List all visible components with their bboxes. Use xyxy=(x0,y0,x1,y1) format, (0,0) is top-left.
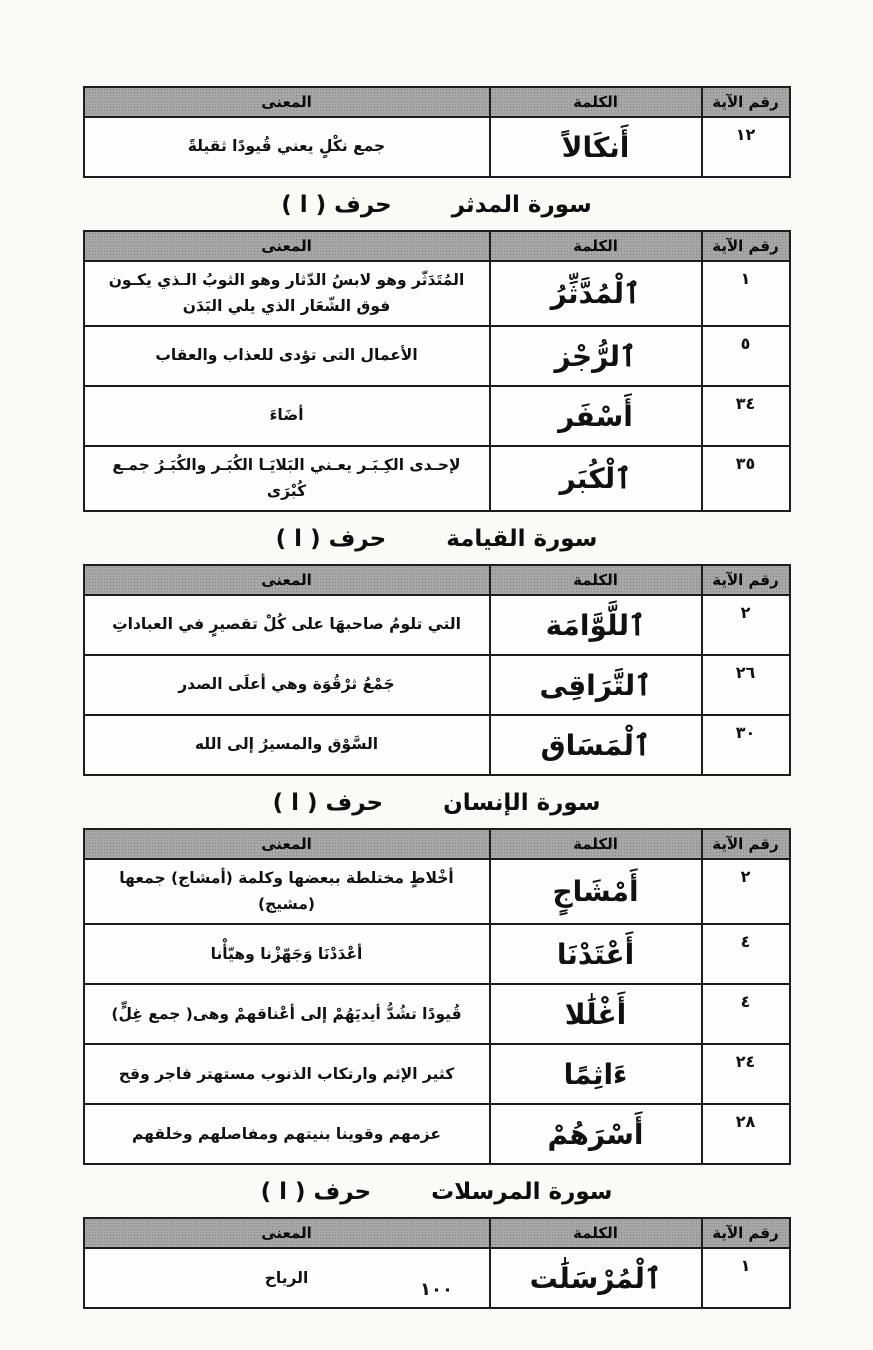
table-header-row xyxy=(84,565,790,595)
quran-word: ٱلتَّرَاقِى xyxy=(490,655,702,715)
glossary-sections xyxy=(83,0,791,1309)
word-meaning: الأعمال التى تؤدى للعذاب والعقاب xyxy=(84,326,490,386)
meaning-column-header: المعنى xyxy=(84,231,490,261)
word-meaning: أعْدَدْنَا وَجَهّزْنا وهيّأْنا xyxy=(84,924,490,984)
quran-word: ءَاثِمًا xyxy=(490,1044,702,1104)
glossary-table xyxy=(83,828,791,1165)
quran-word: ٱلرُّجْز xyxy=(490,326,702,386)
verse-number: ١٢ xyxy=(702,117,790,177)
glossary-row xyxy=(84,924,790,984)
verse-number: ٥ xyxy=(702,326,790,386)
glossary-row xyxy=(84,715,790,775)
verse-number: ٣٥ xyxy=(702,446,790,511)
verse-number: ٢٨ xyxy=(702,1104,790,1164)
table-header-row xyxy=(84,829,790,859)
glossary-row xyxy=(84,117,790,177)
glossary-row xyxy=(84,1104,790,1164)
verse-number: ١ xyxy=(702,261,790,326)
glossary-row xyxy=(84,595,790,655)
word-column-header: الكلمة xyxy=(490,231,702,261)
word-meaning: جَمْعُ ثرْقُوَة وهي أعلَى الصدر xyxy=(84,655,490,715)
verse-column-header: رقم الآية xyxy=(702,1218,790,1248)
harf-label: حرف ( ا ) xyxy=(275,526,387,553)
meaning-column-header: المعنى xyxy=(84,87,490,117)
glossary-table xyxy=(83,86,791,178)
meaning-column-header: المعنى xyxy=(84,1218,490,1248)
quran-word: ٱللَّوَّامَة xyxy=(490,595,702,655)
quran-word: ٱلْمُدَّثِّرُ xyxy=(490,261,702,326)
quran-word: أَمْشَاجٍ xyxy=(490,859,702,924)
quran-word: أَعْتَدْنَا xyxy=(490,924,702,984)
word-column-header: الكلمة xyxy=(490,565,702,595)
glossary-row xyxy=(84,261,790,326)
word-column-header: الكلمة xyxy=(490,87,702,117)
surah-section-title xyxy=(83,790,791,816)
surah-section-title xyxy=(83,526,791,552)
word-meaning: أخْلاطٍ مختلطة ببعضها وكلمة (أمشاج) جمعها (مشيج) xyxy=(84,859,490,924)
glossary-row xyxy=(84,1044,790,1104)
verse-number: ٢٤ xyxy=(702,1044,790,1104)
verse-number: ٢٦ xyxy=(702,655,790,715)
quran-word: أَنكَالاً xyxy=(490,117,702,177)
quran-word: أَسْفَر xyxy=(490,386,702,446)
word-column-header: الكلمة xyxy=(490,1218,702,1248)
glossary-row xyxy=(84,655,790,715)
word-meaning: لإحـدى الكِـبَـر يعـني البَلايَـا الكُبَـر والكُبَـرُ جمـع كُبْرَى xyxy=(84,446,490,511)
page-number: ١٠٠ xyxy=(420,1279,453,1300)
quran-word: أَسْرَهُمْ xyxy=(490,1104,702,1164)
verse-column-header: رقم الآية xyxy=(702,231,790,261)
glossary-row xyxy=(84,326,790,386)
verse-number: ١ xyxy=(702,1248,790,1308)
word-meaning: قُيودًا تشُدُّ أيديَهُمْ إلى أعْناقهمْ وهى( جمع غِلٍّ) xyxy=(84,984,490,1044)
glossary-row xyxy=(84,446,790,511)
word-meaning: المُتَدَثّر وهو لابسُ الدّثار وهو الثوبُ الـذي يكـون فوق الشّعَار الذي يلي البَدَن xyxy=(84,261,490,326)
harf-label: حرف ( ا ) xyxy=(260,1179,372,1206)
glossary-row xyxy=(84,859,790,924)
quran-word: ٱلْمُرْسَلَٰت xyxy=(490,1248,702,1308)
word-meaning: كثير الإثم وارتكاب الذنوب مستهتر فاجر وقح xyxy=(84,1044,490,1104)
verse-column-header: رقم الآية xyxy=(702,565,790,595)
surah-name: سورة الإنسان xyxy=(443,790,601,817)
verse-column-header: رقم الآية xyxy=(702,87,790,117)
word-meaning: أضَاءَ xyxy=(84,386,490,446)
harf-label: حرف ( ا ) xyxy=(272,790,384,817)
glossary-row xyxy=(84,984,790,1044)
glossary-table xyxy=(83,230,791,512)
quran-word: أَغْلَٰلا xyxy=(490,984,702,1044)
word-meaning: جمع نكْلٍ يعني قُيودًا ثقيلةً xyxy=(84,117,490,177)
surah-name: سورة القيامة xyxy=(446,526,598,553)
word-meaning: التي تلومُ صاحبهَا على كُلْ تقصيرٍ في العباداتِ xyxy=(84,595,490,655)
meaning-column-header: المعنى xyxy=(84,829,490,859)
verse-number: ٣٤ xyxy=(702,386,790,446)
word-meaning: السَّوْق والمسيرُ إلى الله xyxy=(84,715,490,775)
verse-number: ٢ xyxy=(702,595,790,655)
harf-label: حرف ( ا ) xyxy=(281,192,392,218)
surah-name: سورة المرسلات xyxy=(431,1179,613,1206)
surah-section-title xyxy=(83,1179,791,1205)
word-column-header: الكلمة xyxy=(490,829,702,859)
verse-number: ٤ xyxy=(702,984,790,1044)
verse-number: ٣٠ xyxy=(702,715,790,775)
glossary-table xyxy=(83,564,791,776)
verse-column-header: رقم الآية xyxy=(702,829,790,859)
verse-number: ٢ xyxy=(702,859,790,924)
quran-word: ٱلْكُبَر xyxy=(490,446,702,511)
surah-name: سورة المدثر xyxy=(451,192,592,218)
verse-number: ٤ xyxy=(702,924,790,984)
word-meaning: عزمهم وقوينا بنيتهم ومفاصلهم وخلقهم xyxy=(84,1104,490,1164)
table-header-row xyxy=(84,231,790,261)
surah-section-title xyxy=(83,192,791,218)
table-header-row xyxy=(84,87,790,117)
table-header-row xyxy=(84,1218,790,1248)
quran-word: ٱلْمَسَاق xyxy=(490,715,702,775)
word-meaning: الرياح xyxy=(84,1248,490,1308)
glossary-row xyxy=(84,386,790,446)
meaning-column-header: المعنى xyxy=(84,565,490,595)
